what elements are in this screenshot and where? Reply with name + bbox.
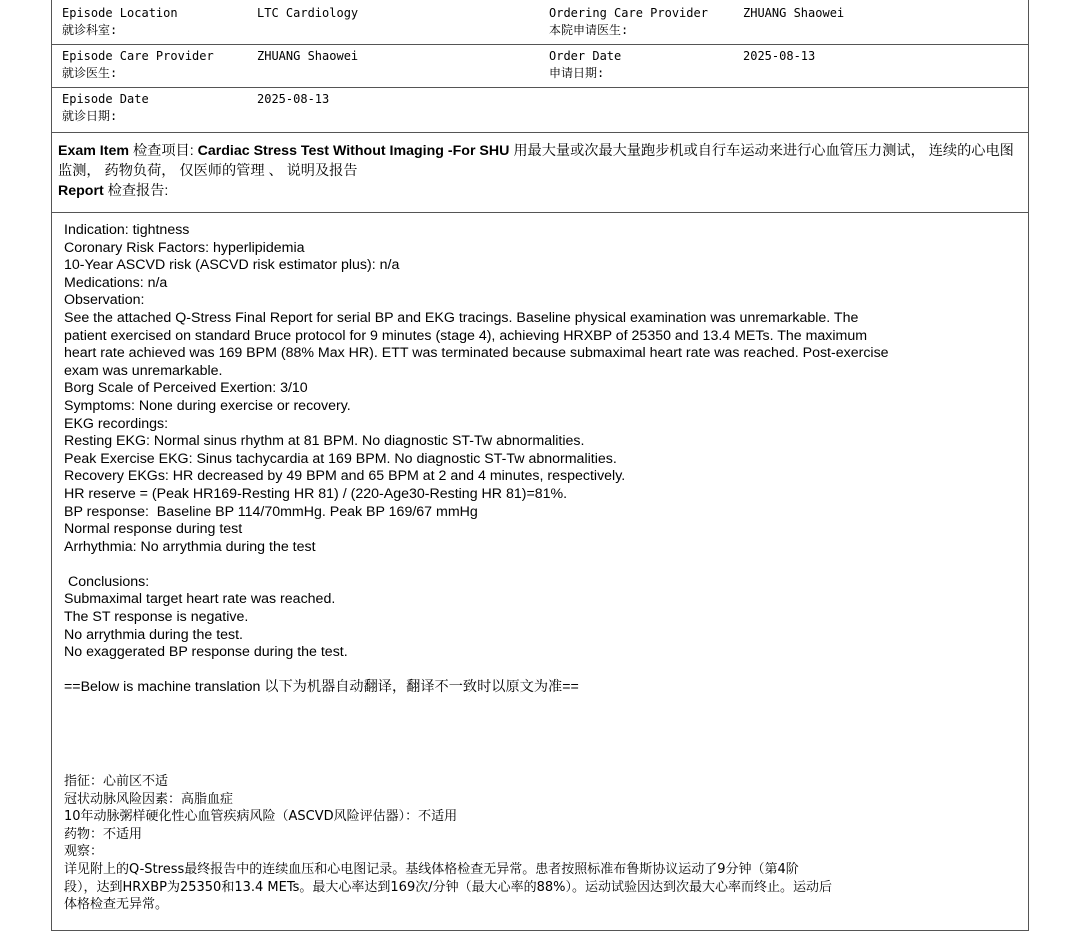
report-line: patient exercised on standard Bruce protocol for 9 minutes (stage 4), achieving HRXBP of 25350 and 13.4 METs. The maximum [64,327,868,344]
report-line: Submaximal target heart rate was reached. [64,591,336,608]
report-line: Peak Exercise EKG: Sinus tachycardia at 169 BPM. No diagnostic ST-Tw abnormalities. [64,450,617,467]
translation-line: 段），达到HRXBP为25350和13.4 METs。最大心率达到169次/分钟（最大心率的88%）。运动试验因达到次最大心率而终止。运动后 [64,879,832,895]
episode-provider-value: ZHUANG Shaowei [257,49,359,63]
report-line: exam was unremarkable. [64,362,223,379]
report-line: HR reserve = (Peak HR169-Resting HR 81) / (220-Age30-Resting HR 81)=81%. [64,485,568,502]
exam-item-text [58,141,1020,181]
report-line: Arrhythmia: No arrythmia during the test [64,538,316,555]
translation-line: 详见附上的Q-Stress最终报告中的连续血压和心电图记录。基线体格检查无异常。患者按照标准布鲁斯协议运动了9分钟（第4阶 [64,861,799,877]
report-heading [58,181,1020,201]
report-line [64,662,1022,680]
report-line: Borg Scale of Perceived Exertion: 3/10 [64,380,308,397]
report-line: Observation: [64,292,145,309]
translation-line: 药物：不适用 [64,826,143,842]
episode-location-label: Episode Location 就诊科室: [62,6,178,37]
report-line: No arrythmia during the test. [64,626,243,643]
episode-date-label: Episode Date 就诊日期: [62,92,149,123]
meta-row-provider [62,48,1028,88]
exam-item-label-cn: 检查项目: [132,143,194,159]
report-line: Symptoms: None during exercise or recovery. [64,397,351,414]
divider [52,44,1028,45]
report-line: 10-Year ASCVD risk (ASCVD risk estimator plus): n/a [64,257,400,274]
report-line: Recovery EKGs: HR decreased by 49 BPM and 65 BPM at 2 and 4 minutes, respectively. [64,468,626,485]
report-label-cn: 检查报告: [107,183,169,199]
report-line: See the attached Q-Stress Final Report for serial BP and EKG tracings. Baseline physical examination was unremarkable. The [64,309,859,326]
translation-line: 冠状动脉风险因素：高脂血症 [64,791,234,807]
report-body [64,222,1022,715]
episode-provider-label: Episode Care Provider 就诊医生: [62,49,214,80]
divider [52,87,1028,88]
report-sheet [51,0,1029,931]
episode-date-value: 2025-08-13 [257,92,330,106]
translation-body [64,773,1022,914]
ordering-provider-value: ZHUANG Shaowei [743,6,845,20]
report-line: The ST response is negative. [64,609,249,626]
report-line: Conclusions: [64,573,150,590]
translation-line: 观察： [64,844,104,860]
order-date-value: 2025-08-13 [743,49,816,63]
exam-title: Cardiac Stress Test Without Imaging -For SHU [197,143,510,159]
meta-row-date [62,91,1028,131]
report-line [64,697,1022,715]
report-line: Normal response during test [64,521,243,538]
report-line: heart rate achieved was 169 BPM (88% Max HR). ETT was terminated because submaximal heart rate was reached. Post-exercise [64,345,889,362]
ordering-provider-label: Ordering Care Provider 本院申请医生: [549,6,708,37]
translation-line: 指征：心前区不适 [64,774,169,789]
episode-location-value: LTC Cardiology [257,6,359,20]
exam-description-cn: 用最大量或次最大量跑步机或自行车运动来进行心血管压力测试， 连续的心电图监测， 药物负荷， 仅医师的管理 、 说明及报告 [58,143,1014,179]
meta-row-location [62,5,1028,45]
report-line: Medications: n/a [64,274,168,291]
divider [52,212,1028,213]
translation-line: 体格检查无异常。 [64,897,169,913]
report-line: Coronary Risk Factors: hyperlipidemia [64,239,305,256]
report-label: Report [58,183,104,199]
exam-item-label: Exam Item [58,143,129,159]
order-date-label: Order Date 申请日期: [549,49,622,80]
report-line: Resting EKG: Normal sinus rhythm at 81 BPM. No diagnostic ST-Tw abnormalities. [64,433,585,450]
report-line: No exaggerated BP response during the test. [64,644,348,661]
translation-line: 10年动脉粥样硬化性心血管疾病风险（ASCVD风险评估器）：不适用 [64,809,458,825]
report-line: EKG recordings: [64,415,169,432]
report-line: ==Below is machine translation 以下为机器自动翻译，翻译不一致时以原文为准== [64,679,579,696]
report-line: Indication: tightness [64,222,190,238]
exam-item-section [58,141,1020,201]
report-line [64,556,1022,574]
divider [52,132,1028,133]
report-line: BP response: Baseline BP 114/70mmHg. Peak BP 169/67 mmHg [64,503,478,520]
